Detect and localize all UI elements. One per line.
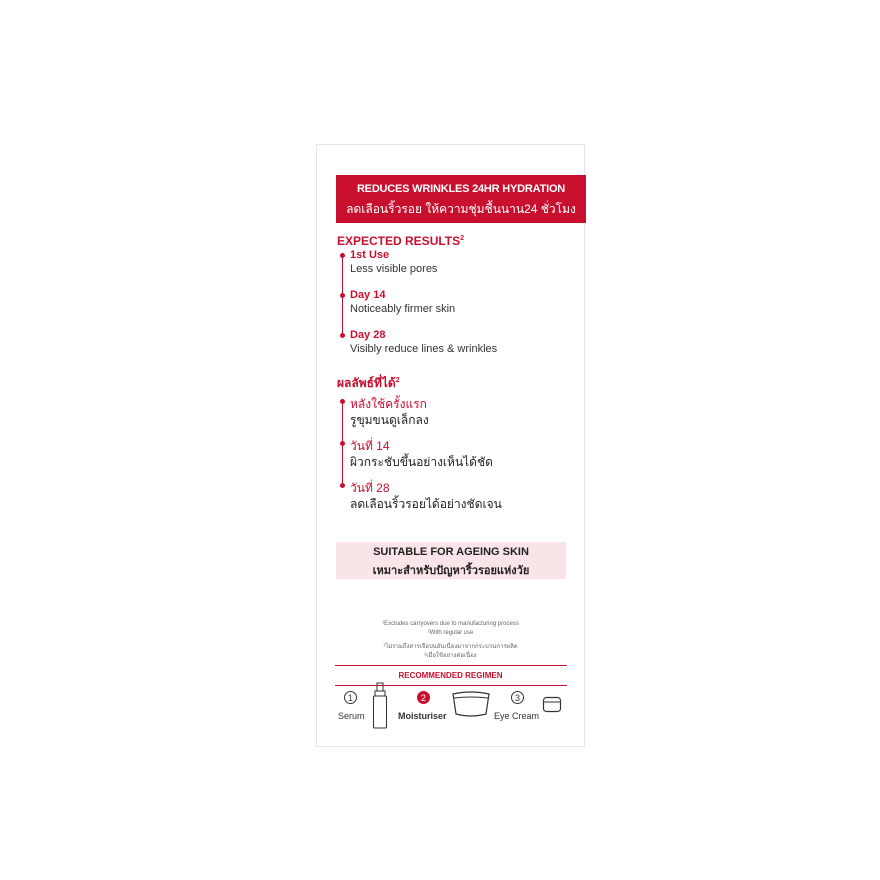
timeline-dot: [340, 293, 345, 298]
timeline-dot: [340, 483, 345, 488]
timeline-dot: [340, 253, 345, 258]
result-label: วันที่ 28: [350, 481, 390, 495]
banner-line-en: REDUCES WRINKLES 24HR HYDRATION: [356, 183, 566, 195]
results-heading-en: [337, 234, 464, 248]
banner-line-th: ลดเลือนริ้วรอย ให้ความชุ่มชื้นนาน24 ชั่วโมง: [346, 202, 576, 216]
results-heading-en-text: EXPECTED RESULTS: [337, 234, 461, 248]
regimen-title: RECOMMENDED REGIMEN: [398, 671, 503, 680]
step-label: Moisturiser: [398, 711, 447, 721]
result-text: Visibly reduce lines & wrinkles: [350, 343, 498, 355]
step-number: 2: [417, 691, 430, 704]
result-label: 1st Use: [350, 249, 390, 261]
step-number: 3: [511, 691, 524, 704]
results-heading-th-sup: 2: [395, 377, 400, 384]
result-label: หลังใช้ครั้งแรก: [350, 397, 427, 411]
result-text: ลดเลือนริ้วรอยได้อย่างชัดเจน: [350, 497, 502, 511]
timeline-dot: [340, 399, 345, 404]
footnote: ¹ไม่รวมถึงสารเจือปนอันเนื่องมาจากกระบวนการผลิต: [383, 644, 518, 650]
result-text: ผิวกระชับขึ้นอย่างเห็นได้ชัด: [350, 455, 493, 469]
step-number: 1: [344, 691, 357, 704]
results-heading-th: [337, 374, 400, 393]
step-label: Eye Cream: [494, 711, 540, 721]
result-label: Day 14: [350, 289, 386, 301]
results-heading-th-text: ผลลัพธ์ที่ได้: [337, 376, 396, 390]
step-label: Serum: [338, 711, 365, 721]
result-label: Day 28: [350, 329, 386, 341]
cream-jar-icon: [451, 690, 491, 718]
eye-cream-jar-icon: [542, 696, 562, 713]
footnote: ²เมื่อใช้อย่างต่อเนื่อง: [424, 653, 477, 659]
divider: [335, 665, 567, 666]
result-text: Noticeably firmer skin: [350, 303, 456, 315]
suitable-en: SUITABLE FOR AGEING SKIN: [373, 546, 529, 558]
suitable-th: เหมาะสำหรับปัญหาริ้วรอยแห่งวัย: [372, 565, 530, 577]
footnote: ¹Excludes carryovers due to manufacturing process: [382, 621, 519, 627]
timeline-dot: [340, 441, 345, 446]
footnote: ²With regular use: [427, 630, 474, 636]
result-label: วันที่ 14: [350, 439, 390, 453]
suitable-box: [336, 542, 566, 579]
timeline-dot: [340, 333, 345, 338]
claim-banner: [336, 175, 586, 223]
result-text: Less visible pores: [350, 263, 438, 275]
product-panel: [316, 144, 585, 747]
divider: [335, 685, 567, 686]
results-heading-en-sup: 2: [460, 235, 465, 242]
result-text: รูขุมขนดูเล็กลง: [350, 413, 429, 427]
serum-bottle-icon: [372, 682, 390, 730]
